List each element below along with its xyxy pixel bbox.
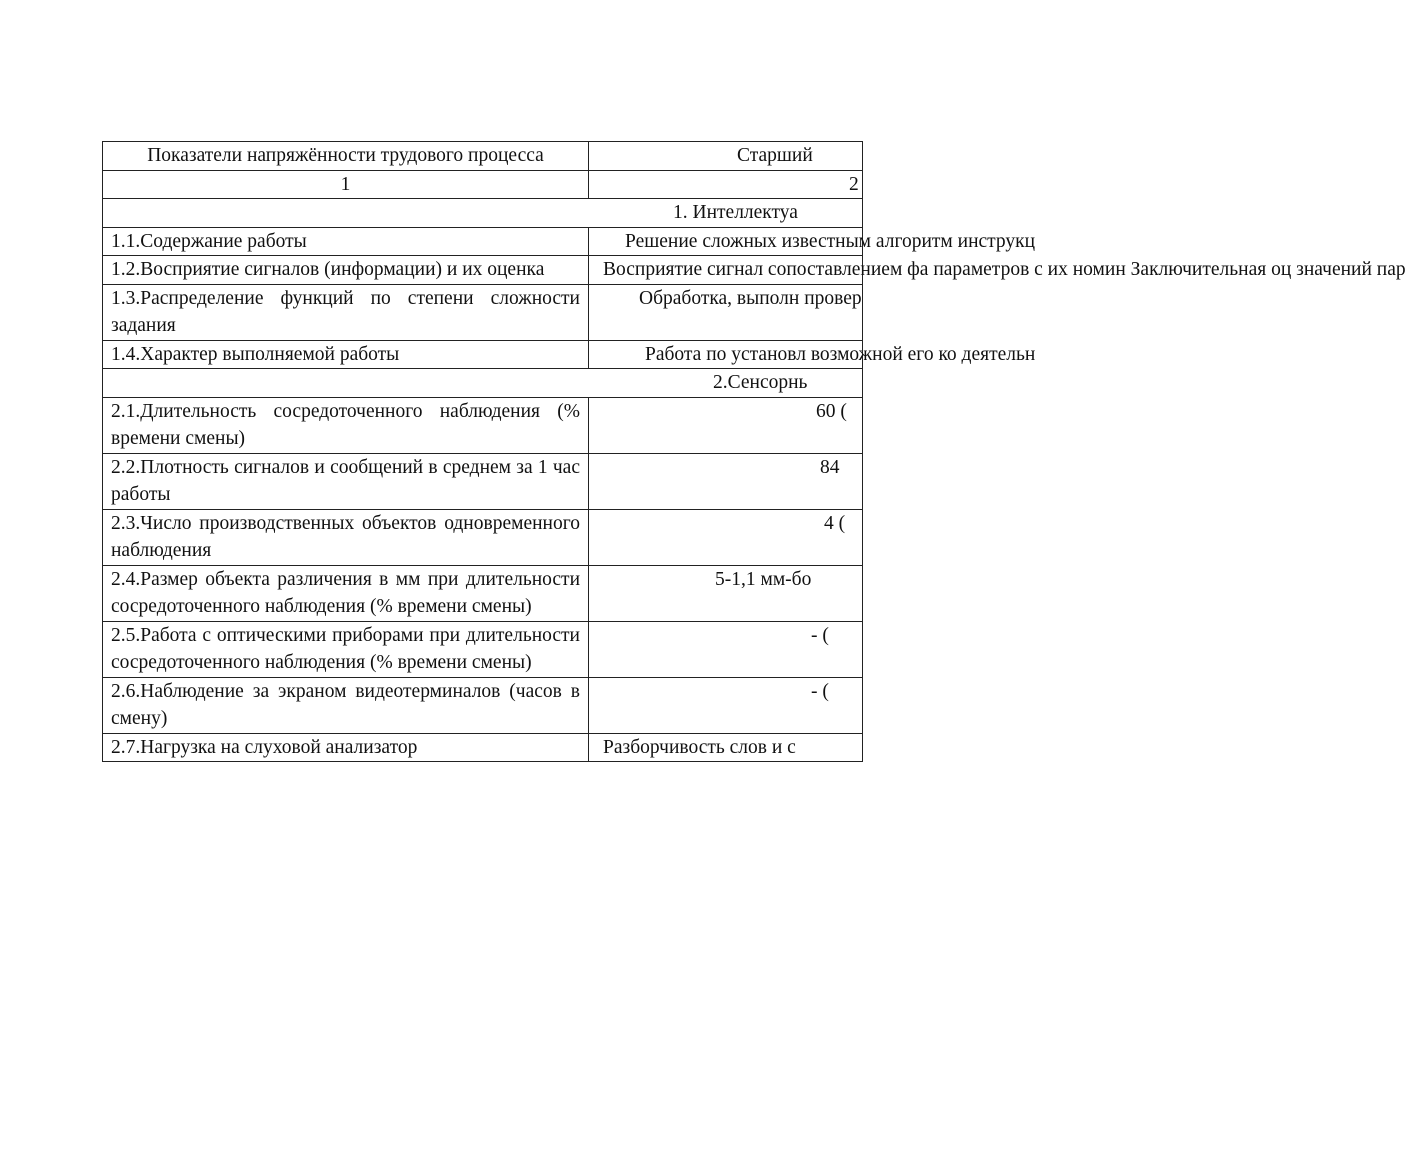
column-number-1: 1 bbox=[103, 170, 589, 199]
indicator-label: 2.5.Работа с оптическими приборами при длительности сосредоточенного наблюдения (% времени смены) bbox=[103, 621, 589, 677]
table-row bbox=[103, 621, 863, 677]
indicator-value: 4 ( bbox=[589, 509, 863, 565]
table-header-row bbox=[103, 142, 863, 171]
indicator-label: 2.3.Число производственных объектов одновременного наблюдения bbox=[103, 509, 589, 565]
indicator-label: 2.6.Наблюдение за экраном видеотерминалов (часов в смену) bbox=[103, 677, 589, 733]
indicator-value: Обработка, выполн провер bbox=[589, 284, 863, 340]
indicator-value: Восприятие сигнал сопоставлением фа параметров с их номин Заключительная оц значений пар bbox=[589, 256, 863, 285]
header-indicators: Показатели напряжённости трудового процесса bbox=[103, 142, 589, 171]
indicator-label: 1.1.Содержание работы bbox=[103, 227, 589, 256]
indicator-value: Разборчивость слов и с bbox=[589, 733, 863, 762]
indicator-value: 5-1,1 мм-бо bbox=[589, 565, 863, 621]
indicator-label: 2.4.Размер объекта различения в мм при длительности сосредоточенного наблюдения (% времени смены) bbox=[103, 565, 589, 621]
table-row bbox=[103, 340, 863, 369]
indicator-value: - ( bbox=[589, 677, 863, 733]
indicator-label: 2.7.Нагрузка на слуховой анализатор bbox=[103, 733, 589, 762]
indicator-value: Решение сложных известным алгоритм инструкц bbox=[589, 227, 863, 256]
table-row bbox=[103, 733, 863, 762]
indicator-label: 2.1.Длительность сосредоточенного наблюдения (% времени смены) bbox=[103, 397, 589, 453]
labor-intensity-table bbox=[102, 141, 1406, 762]
table-row bbox=[103, 227, 863, 256]
table-row bbox=[103, 284, 863, 340]
table-row bbox=[103, 677, 863, 733]
indicator-value: 84 bbox=[589, 453, 863, 509]
table-row bbox=[103, 397, 863, 453]
column-number-row bbox=[103, 170, 863, 199]
table-row bbox=[103, 565, 863, 621]
section-title: 2.Сенсорнь bbox=[103, 369, 863, 398]
column-number-2: 2 bbox=[589, 170, 863, 199]
indicator-label: 1.2.Восприятие сигналов (информации) и их оценка bbox=[103, 256, 589, 285]
indicator-value: Работа по установл возможной его ко деятельн bbox=[589, 340, 863, 369]
table-row bbox=[103, 256, 863, 285]
section-title: 1. Интеллектуа bbox=[103, 199, 863, 228]
indicator-label: 1.3.Распределение функций по степени сложности задания bbox=[103, 284, 589, 340]
header-position: Старший bbox=[589, 142, 863, 171]
section-row bbox=[103, 199, 863, 228]
indicator-label: 1.4.Характер выполняемой работы bbox=[103, 340, 589, 369]
table-row bbox=[103, 453, 863, 509]
indicator-value: - ( bbox=[589, 621, 863, 677]
table-row bbox=[103, 509, 863, 565]
indicator-label: 2.2.Плотность сигналов и сообщений в среднем за 1 час работы bbox=[103, 453, 589, 509]
section-row bbox=[103, 369, 863, 398]
indicator-value: 60 ( bbox=[589, 397, 863, 453]
